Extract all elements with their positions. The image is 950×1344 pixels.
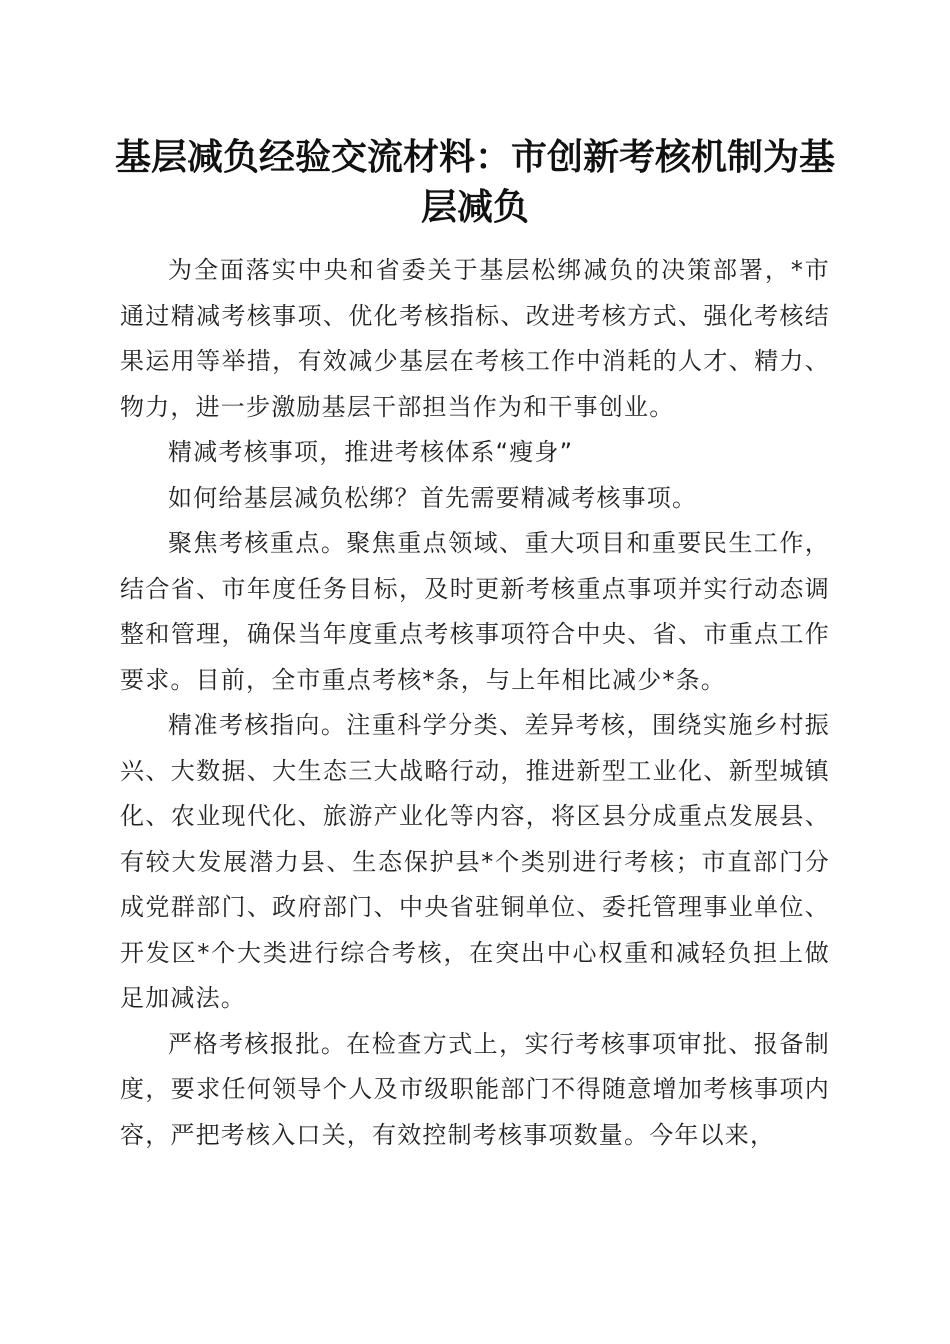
paragraph-approval: 严格考核报批。在检查方式上，实行考核事项审批、报备制度，要求任何领导个人及市级职能部门不得随意增加考核事项内容，严把考核入口关，有效控制考核事项数量。今年以来，: [120, 1029, 830, 1149]
document-body: [120, 248, 830, 1158]
section-heading: 精减考核事项，推进考核体系“瘦身”: [168, 438, 574, 466]
paragraph-focus: 聚焦考核重点。聚焦重点领域、重大项目和重要民生工作，结合省、市年度任务目标，及时更新考核重点事项并实行动态调整和管理，确保当年度重点考核事项符合中央、省、市重点工作要求。目前，全市重点考核*条，与上年相比减少*条。: [120, 529, 830, 694]
document-title: 基层减负经验交流材料：市创新考核机制为基层减负: [114, 136, 835, 228]
paragraph-question: 如何给基层减负松绑？首先需要精减考核事项。: [168, 483, 698, 512]
paragraph-precision: 精准考核指向。注重科学分类、差异考核，围绕实施乡村振兴、大数据、大生态三大战略行动，推进新型工业化、新型城镇化、农业现代化、旅游产业化等内容，将区县分成重点发展县、有较大发展潜力县、生态保护县*个类别进行考核；市直部门分成党群部门、政府部门、中央省驻铜单位、委托管理事业单位、开发区*个大类进行综合考核，在突出中心权重和减轻负担上做足加减法。: [120, 711, 830, 1012]
paragraph-intro: 为全面落实中央和省委关于基层松绑减负的决策部署，*市通过精减考核事项、优化考核指标、改进考核方式、强化考核结果运用等举措，有效减少基层在考核工作中消耗的人才、精力、物力，进一步激励基层干部担当作为和干事创业。: [120, 256, 830, 421]
